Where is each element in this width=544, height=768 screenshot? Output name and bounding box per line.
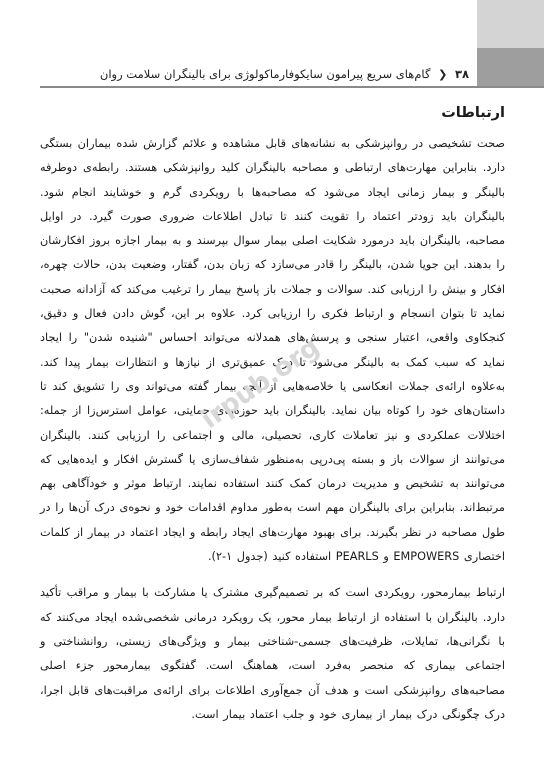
page-edge-tab bbox=[477, 0, 544, 48]
watermark-text: irpub.org bbox=[195, 331, 325, 435]
paragraph-2: ارتباط بیمارمحور، رویکردی است که بر تصمیم‌گیری مشترک یا مشارکت با بیمار و مراقب تأکید دارد. بالینگران با استفاده از ارتباط بیمار محور، یک رویکرد درمانی شخصی‌شده ایجاد می‌کنند که با نگرانی‌ها، تمایلات، ظرفیت‌های جسمی-شناختی بیمار و ویژگی‌های زیستی، روانشناختی و اجتماعی بیماری که منحصر به‌فرد است، هماهنگ است. گفتگوی بیمارمحور جزء اصلی مصاحبه‌های روانپزشکی است و هدف آن جمع‌آوری اطلاعات برای ارائه‌ی مراقبت‌های قابل اجرا، درک چگونگی درک بیمار از بیماری خود و جلب اعتماد بیمار است. bbox=[40, 586, 505, 721]
page-number: ۳۸ bbox=[454, 67, 469, 81]
page-body bbox=[40, 100, 505, 727]
paragraph-1: صحت تشخیصی در روانپزشکی به نشانه‌های قابل مشاهده و علائم گزارش شده بیماران بستگی دارد. بنابراین مهارت‌های ارتباطی و مصاحبه بالینگران کلید روانپزشکی هستند. رابطه‌ی دوطرفه بالینگر و بیمار زمانی ایجاد می‌شود که مصاحبه‌ها با رویکردی گرم و خوشایند انجام شود. بالینگران باید زودتر اعتماد را تقویت کنند تا تبادل اطلاعات ضروری صورت گیرد. در اوایل مصاحبه، بالینگران باید درمورد شکایت اصلی بیمار سوال بپرسند و به بیمار اجازه بروز افکارشان را بدهند. این جویا شدن، بالینگر را قادر می‌سازد که زبان بدن، گفتار، وضعیت بدن، حالات چهره، افکار و بینش را ارزیابی کند. سوالات و جملات باز پاسخ بیمار را ترغیب می‌کند که آزادانه صحبت نماید تا بتوان انسجام و ارتباط فکری را ارزیابی کرد. علاوه بر این، گوش دادن فعال و دقیق، کنجکاوی واقعی، اعتبار سنجی و پرسش‌های همدلانه می‌تواند احساس "شنیده شدن" را ایجاد نماید که سبب کمک به بالینگر می‌شود تا درک عمیق‌تری از نیازها و انتظارات بیمار پیدا کند. به‌علاوه ارائه‌ی جملات انعکاسی یا خلاصه‌هایی از آنچه بیمار گفته می‌تواند وی را تشویق کند تا داستان‌های خود را کوتاه بیان نماید. بالینگران باید حوزه‌های حمایتی، عوامل استرس‌زا از جمله: اختلالات عملکردی و نیز تعاملات کاری، تحصیلی، مالی و اجتماعی را ارزیابی کنند. بالینگران می‌توانند از سوالات باز و بسته پی‌درپی به‌منظور شفاف‌سازی یا گسترش افکار و ایده‌هایی که می‌توانند به تشخیص و مدیریت درمان کمک کنند استفاده نمایند. ارتباط موثر و خودآگاهی بهم مرتبط‌اند. بنابراین برای بالینگران مهم است به‌طور مداوم اقدامات خود و نحوه‌ی درک آن‌ها را در طول مصاحبه در نظر بگیرند. برای بهبود مهارت‌های ایجاد رابطه و ایجاد اعتماد در بیمار از کلمات اختصاری EMPOWERS و PEARLS استفاده کنید (جدول ۱-۲). bbox=[40, 137, 505, 564]
chapter-thumb-tab bbox=[477, 48, 544, 86]
running-title: گام‌های سریع پیرامون سایکوفارماکولوژی برای بالینگران سلامت روان bbox=[99, 67, 431, 81]
header-rule bbox=[40, 86, 544, 88]
running-header bbox=[40, 64, 469, 84]
section-title: ارتباطات bbox=[441, 105, 505, 121]
header-arrow-icon: ❮ bbox=[438, 68, 448, 81]
